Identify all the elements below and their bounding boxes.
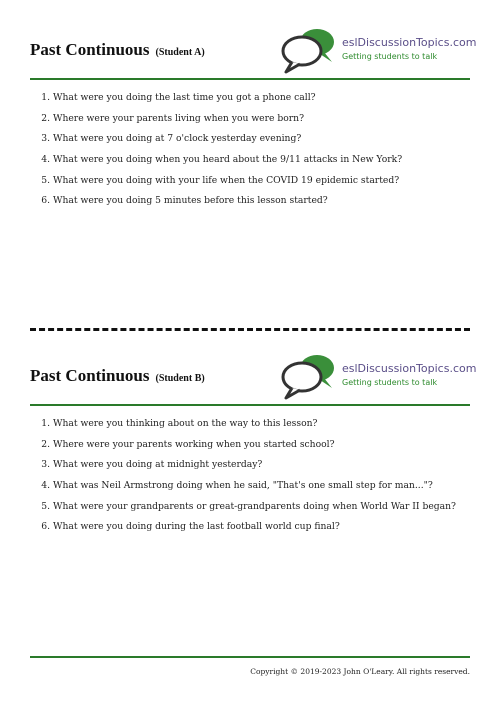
logo-tagline: Getting students to talk xyxy=(342,52,438,61)
question-number: 5. xyxy=(41,174,50,186)
header-rule xyxy=(30,404,470,406)
logo-site-name: eslDiscussionTopics.com xyxy=(342,362,477,375)
question-number: 2. xyxy=(41,438,50,450)
section-header xyxy=(30,354,477,404)
question-text: What were you doing when you heard about the 9/11 attacks in New York? xyxy=(53,154,403,166)
question-list xyxy=(30,414,470,538)
logo-site-name: eslDiscussionTopics.com xyxy=(342,36,477,49)
question-text: Where were your parents living when you were born? xyxy=(53,112,305,124)
site-logo xyxy=(280,28,477,74)
question-number: 5. xyxy=(41,500,50,512)
footer-rule xyxy=(30,656,470,658)
header-rule xyxy=(30,78,470,80)
question-number: 2. xyxy=(41,112,50,124)
question-text: Where were your parents working when you started school? xyxy=(53,438,335,450)
question-text: What were you doing 5 minutes before this lesson started? xyxy=(53,195,328,207)
title-subtitle: (Student B) xyxy=(155,373,205,384)
section-header xyxy=(30,28,477,78)
question-text: What were you thinking about on the way to this lesson? xyxy=(53,418,318,429)
title-text: Past Continuous xyxy=(30,366,150,385)
page-title xyxy=(30,366,205,386)
question-text: What were you doing during the last football world cup final? xyxy=(53,521,340,533)
question-number: 3. xyxy=(41,459,50,471)
list-item xyxy=(30,150,470,171)
question-number: 1. xyxy=(41,92,50,103)
question-number: 4. xyxy=(41,154,50,166)
speech-bubbles-icon xyxy=(280,354,340,400)
question-text: What were your grandparents or great-grandparents doing when World War II began? xyxy=(53,500,456,512)
list-item xyxy=(30,414,470,435)
list-item xyxy=(30,171,470,192)
question-number: 6. xyxy=(41,195,50,207)
list-item xyxy=(30,455,470,476)
site-logo xyxy=(280,354,477,400)
list-item xyxy=(30,476,470,497)
title-subtitle: (Student A) xyxy=(155,47,205,58)
list-item xyxy=(30,109,470,130)
title-text: Past Continuous xyxy=(30,40,150,59)
list-item xyxy=(30,497,470,518)
question-text: What were you doing at midnight yesterday? xyxy=(53,459,263,471)
question-text: What was Neil Armstrong doing when he said, "That's one small step for man..."? xyxy=(53,480,433,492)
question-list xyxy=(30,88,470,212)
cut-line-divider xyxy=(30,328,470,331)
list-item xyxy=(30,517,470,538)
list-item xyxy=(30,191,470,212)
list-item xyxy=(30,88,470,109)
copyright-notice: Copyright © 2019-2023 John O'Leary. All rights reserved. xyxy=(250,667,470,676)
question-text: What were you doing with your life when the COVID 19 epidemic started? xyxy=(53,174,400,186)
list-item xyxy=(30,129,470,150)
logo-tagline: Getting students to talk xyxy=(342,378,438,387)
question-number: 6. xyxy=(41,521,50,533)
question-number: 1. xyxy=(41,418,50,429)
worksheet-section-student-b xyxy=(30,354,477,538)
page-title xyxy=(30,40,205,60)
speech-bubbles-icon xyxy=(280,28,340,74)
list-item xyxy=(30,435,470,456)
question-text: What were you doing the last time you got a phone call? xyxy=(53,92,316,103)
question-number: 3. xyxy=(41,133,50,145)
worksheet-section-student-a xyxy=(30,28,477,212)
question-text: What were you doing at 7 o'clock yesterday evening? xyxy=(53,133,302,145)
question-number: 4. xyxy=(41,480,50,492)
